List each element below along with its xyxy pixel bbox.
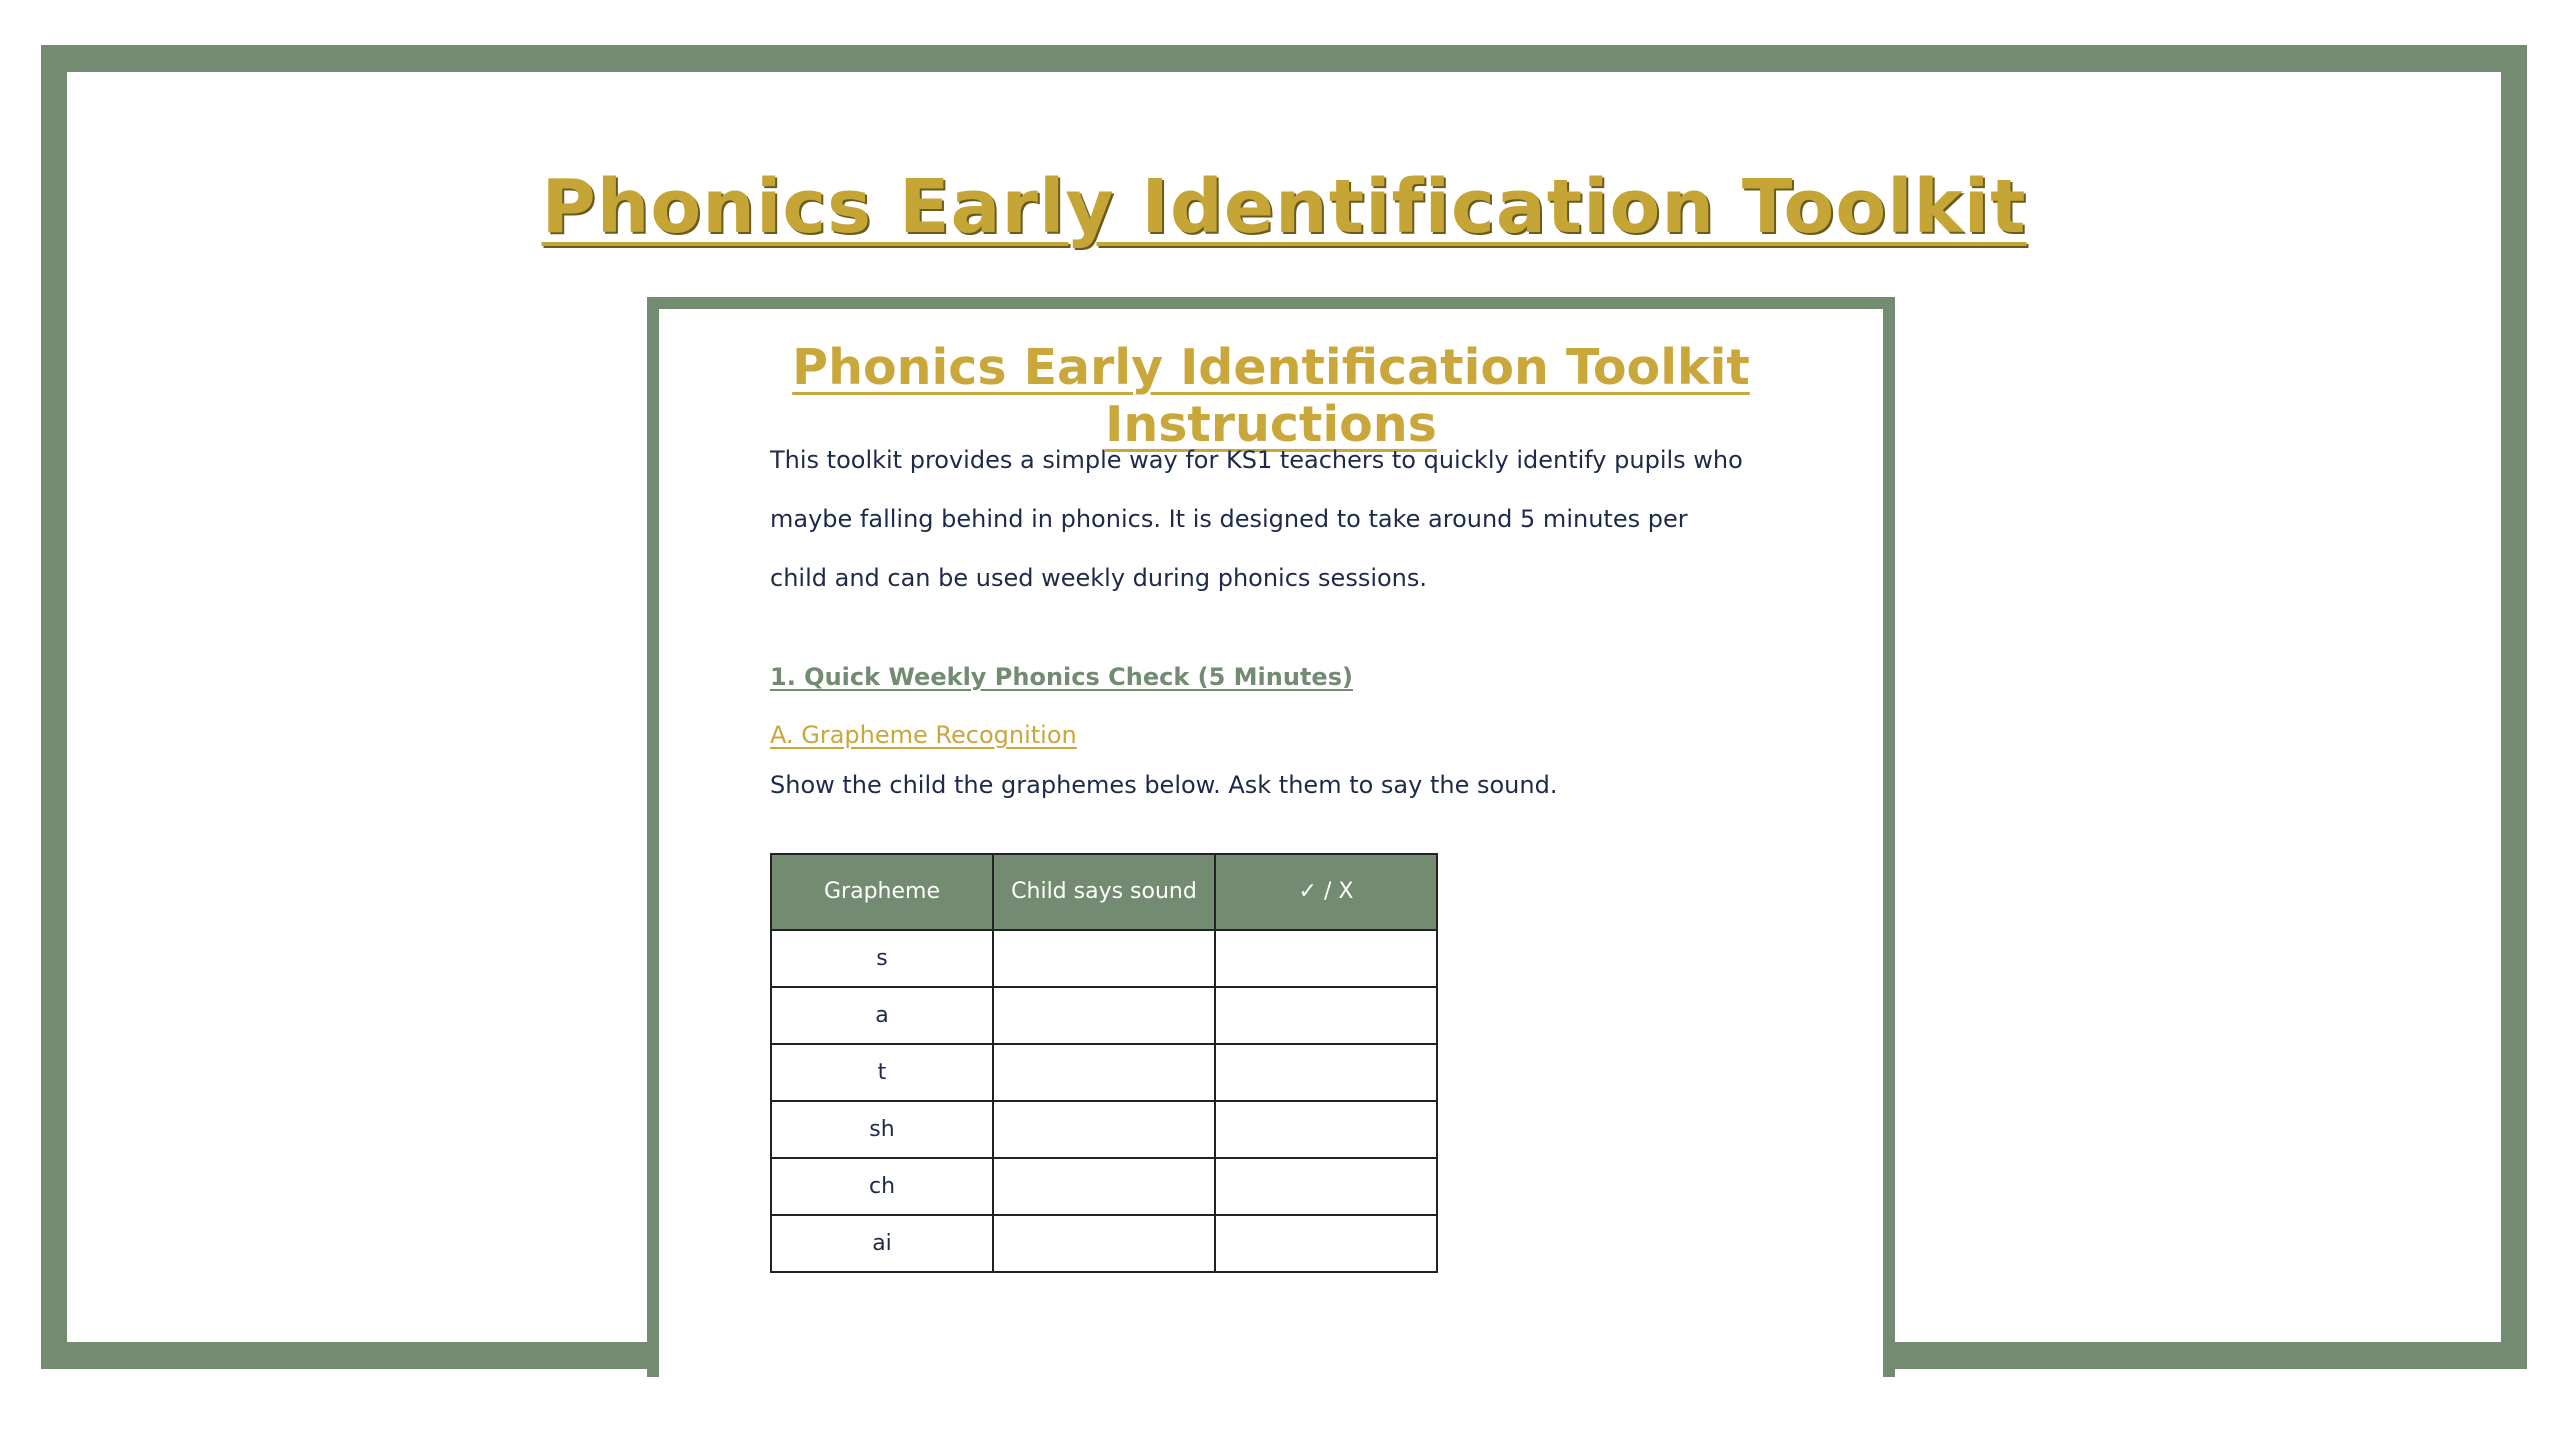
subsection-heading: A. Grapheme Recognition <box>770 721 1077 749</box>
document-title: Phonics Early Identification Toolkit Instructions <box>792 339 1750 453</box>
table-row <box>771 1101 1437 1158</box>
sound-cell <box>993 1215 1215 1272</box>
grapheme-table <box>770 853 1438 1273</box>
table-row <box>771 1215 1437 1272</box>
header-child-says-sound: Child says sound <box>993 854 1215 930</box>
sound-cell <box>993 1101 1215 1158</box>
intro-paragraph <box>770 431 1770 608</box>
grapheme-cell: a <box>771 987 993 1044</box>
slide-canvas <box>67 72 2501 1342</box>
check-cell <box>1215 1044 1437 1101</box>
grapheme-cell: ch <box>771 1158 993 1215</box>
intro-line: This toolkit provides a simple way for KS1 teachers to quickly identify pupils who <box>770 446 1743 474</box>
header-check: ✓ / X <box>1215 854 1437 930</box>
table-header-row <box>771 854 1437 930</box>
slide-frame <box>41 45 2527 1369</box>
sound-cell <box>993 987 1215 1044</box>
section-heading: 1. Quick Weekly Phonics Check (5 Minutes) <box>770 663 1353 691</box>
sound-cell <box>993 930 1215 987</box>
grapheme-cell: ai <box>771 1215 993 1272</box>
slide-title: Phonics Early Identification Toolkit <box>541 164 2027 250</box>
grapheme-cell: t <box>771 1044 993 1101</box>
intro-line: child and can be used weekly during phonics sessions. <box>770 564 1428 592</box>
check-cell <box>1215 1158 1437 1215</box>
check-cell <box>1215 1215 1437 1272</box>
check-cell <box>1215 987 1437 1044</box>
check-cell <box>1215 1101 1437 1158</box>
table-row <box>771 1044 1437 1101</box>
sound-cell <box>993 1044 1215 1101</box>
grapheme-cell: s <box>771 930 993 987</box>
header-grapheme: Grapheme <box>771 854 993 930</box>
document-preview <box>647 297 1895 1377</box>
check-cell <box>1215 930 1437 987</box>
table-row <box>771 1158 1437 1215</box>
table-row <box>771 930 1437 987</box>
table-row <box>771 987 1437 1044</box>
sound-cell <box>993 1158 1215 1215</box>
grapheme-cell: sh <box>771 1101 993 1158</box>
instruction-text: Show the child the graphemes below. Ask them to say the sound. <box>770 771 1558 799</box>
intro-line: maybe falling behind in phonics. It is designed to take around 5 minutes per <box>770 505 1688 533</box>
